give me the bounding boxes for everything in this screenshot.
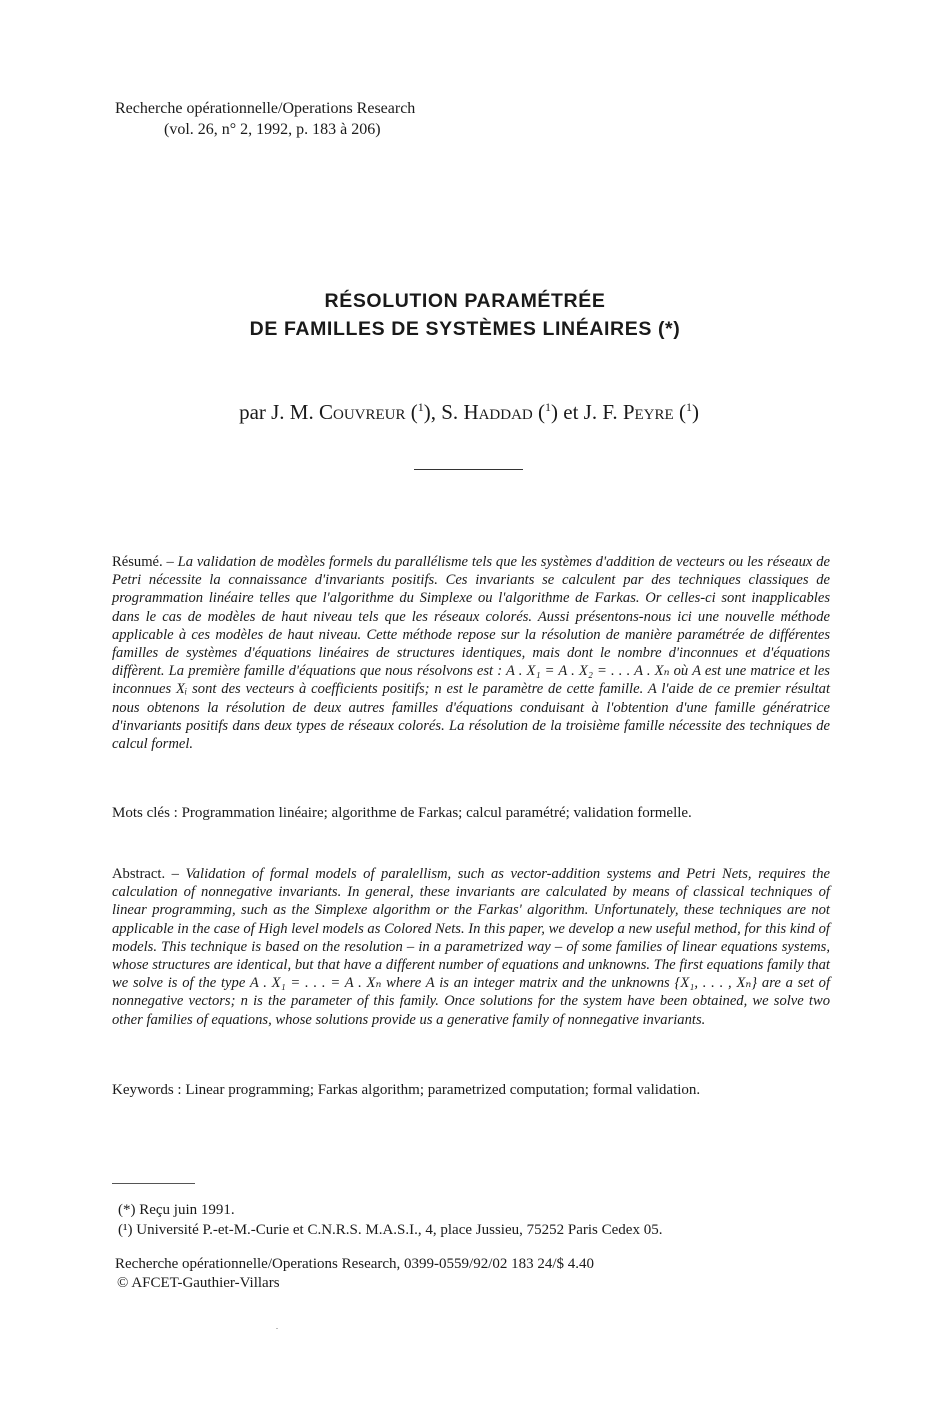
abstract-text: Validation of formal models of paralellism, such as vector-addition systems and Petri Nets, requires the calculation of nonnegative invariants. In general, these invariants are calculated by means of classical techniques of linear programming, such as the Simplexe algorithm or the Farkas' algorithm. Unfortunately, these techniques are not applicable in the case of High level models as Colored Nets. In this paper, we develop a new useful method, for this kind of models. This technique is based on the resolution – in a parametrized way – of some families of linear equations systems, whose structures are identical, but that have a different number of equations and unknowns. The first equations family that we solve is of the type A . X₁ = . . . = A . Xₙ where A is an integer matrix and the unknowns {X₁, . . . , Xₙ} are a set of nonnegative vectors; n is the parameter of this family. Once solutions for the system have been obtained, we solve two other families of equations, whose solutions provide us a generative family of nonnegative invariants. — [112, 866, 830, 1028]
author-sep-1: , S. — [430, 400, 464, 424]
journal-name: Recherche opérationnelle/Operations Research — [115, 100, 416, 117]
resume-paragraph — [112, 553, 830, 753]
footnote-rule — [112, 1183, 195, 1184]
paper-title — [0, 287, 930, 343]
title-line-1: RÉSOLUTION PARAMÉTRÉE — [324, 290, 606, 312]
author-couvreur: Couvreur — [318, 400, 406, 424]
author-line: par J. M. Couvreur ($^1$), S. Haddad ($^1$) et J. F. Peyre ($^1$) — [239, 400, 699, 424]
keywords: Keywords : Linear programming; Farkas algorithm; parametrized computation; formal validation. — [112, 1082, 701, 1098]
footnote-received: (*) Reçu juin 1991. — [118, 1202, 235, 1218]
footer-issn: Recherche opérationnelle/Operations Research, 0399-0559/92/02 183 24/$ 4.40 — [115, 1256, 595, 1272]
journal-volume: (vol. 26, n° 2, 1992, p. 183 à 206) — [164, 121, 381, 138]
page-footer — [115, 1255, 594, 1293]
scan-speck — [276, 1328, 278, 1329]
resume-text: La validation de modèles formels du parallélisme tels que les systèmes d'addition de vecteurs ou les réseaux de Petri nécessite la connaissance d'invariants positifs. Ces invariants se calculent par des techniques classiques de programmation linéaire telles que l'algorithme du Simplexe ou l'algorithme de Farkas. Or celles-ci sont inapplicables dans le cas de modèles de haut niveau tels que les réseaux colorés. Aussi présentons-nous ici une nouvelle méthode applicable à ces modèles de haut niveau. Cette méthode repose sur la résolution de manière paramétrée de différentes familles de systèmes d'équations linéaires de structures identiques, mais dont le nombre d'inconnues et d'équations diffèrent. La première famille d'équations que nous résolvons est : A . X₁ = A . X₂ = . . . A . Xₙ où A est une matrice et les inconnues Xᵢ sont des vecteurs à coefficients positifs; n est le paramètre de cette famille. A l'aide de ce premier résultat nous obtenons la résolution de deux autres familles d'équations conduisant à l'obtention d'une famille génératrice d'invariants positifs dans deux types de réseaux colorés. La résolution de la troisième famille nécessite des techniques de calcul formel. — [112, 554, 830, 753]
abstract-label: Abstract. – — [112, 866, 186, 882]
author-prefix: par J. M. — [239, 400, 319, 424]
abstract-paragraph — [112, 865, 830, 1029]
resume-label: Résumé. – — [112, 554, 178, 570]
journal-header — [115, 98, 415, 140]
footnote-affiliation: (¹) Université P.-et-M.-Curie et C.N.R.S. M.A.S.I., 4, place Jussieu, 75252 Paris Cedex 05. — [118, 1222, 663, 1238]
author-peyre: Peyre — [622, 400, 674, 424]
affiliation-mark: 1 — [685, 400, 692, 414]
separator-rule — [414, 469, 523, 470]
footer-copyright: © AFCET-Gauthier-Villars — [117, 1275, 280, 1291]
author-sep-2: et J. F. — [558, 400, 623, 424]
title-line-2: DE FAMILLES DE SYSTÈMES LINÉAIRES (*) — [249, 318, 681, 340]
affiliation-mark: 1 — [417, 400, 424, 414]
affiliation-mark: 1 — [545, 400, 552, 414]
mots-cles: Mots clés : Programmation linéaire; algorithme de Farkas; calcul paramétré; validation formelle. — [112, 805, 692, 821]
author-haddad: Haddad — [463, 400, 533, 424]
